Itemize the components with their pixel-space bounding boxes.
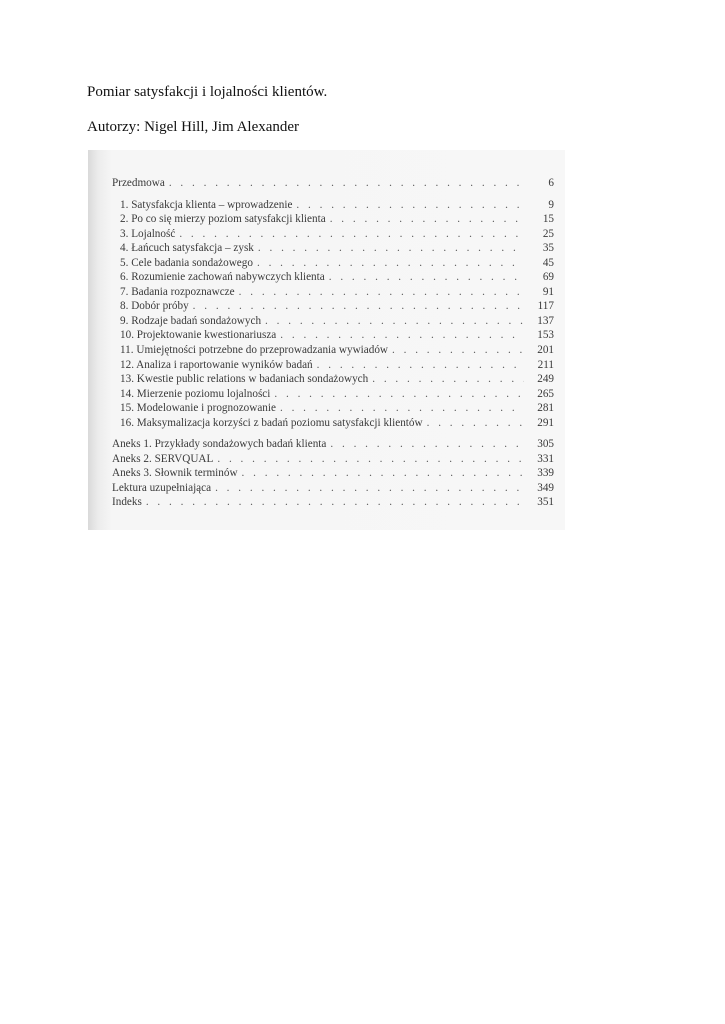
toc-entry xyxy=(112,299,554,314)
toc-chapter-number: 3. xyxy=(120,227,129,240)
toc-page: 25 xyxy=(542,227,554,240)
toc-chapter-title: Cele badania sondażowego xyxy=(131,256,253,269)
toc-page: 249 xyxy=(537,373,554,386)
toc-label xyxy=(112,241,254,256)
toc-leader-dots xyxy=(317,358,524,373)
toc-entry xyxy=(112,416,554,431)
toc-page: 6 xyxy=(548,177,554,189)
toc-entry xyxy=(112,481,554,496)
toc-label xyxy=(112,416,423,431)
scanned-toc-image xyxy=(88,150,565,530)
toc-chapter-number: 1. xyxy=(120,198,129,211)
toc-page: 153 xyxy=(537,329,554,342)
toc-label xyxy=(112,401,276,416)
toc-entry xyxy=(112,343,554,358)
toc-page: 137 xyxy=(537,314,554,327)
toc-chapter-number: 8. xyxy=(120,300,129,313)
toc-page: 265 xyxy=(537,387,554,400)
toc-entry xyxy=(112,387,554,402)
toc-page: 291 xyxy=(537,416,554,429)
toc-leader-dots xyxy=(329,270,524,285)
toc-label xyxy=(112,328,276,343)
toc-leader-dots xyxy=(296,198,524,213)
toc-label: Indeks xyxy=(112,496,142,509)
toc-chapter-number: 11. xyxy=(120,344,134,357)
toc-label xyxy=(112,256,253,271)
toc-chapter-title: Maksymalizacja korzyści z badań poziomu satysfakcji klientów xyxy=(136,416,423,429)
toc-chapter-number: 16. xyxy=(120,416,134,429)
toc-leader-dots xyxy=(330,212,524,227)
toc-page: 117 xyxy=(537,300,554,313)
toc-page: 349 xyxy=(537,481,554,494)
toc-label xyxy=(112,358,313,373)
toc-chapter-title: Dobór próby xyxy=(131,300,189,313)
toc-chapter-title: Po co się mierzy poziom satysfakcji klienta xyxy=(131,213,326,226)
toc-leader-dots xyxy=(280,401,524,416)
toc-entry xyxy=(112,437,554,452)
toc-chapter-title: Łańcuch satysfakcja – zysk xyxy=(131,242,254,255)
toc-chapter-title: Rozumienie zachowań nabywczych klienta xyxy=(131,271,325,284)
toc-label xyxy=(112,299,189,314)
toc-leader-dots xyxy=(239,285,524,300)
toc-chapter-title: Satysfakcja klienta – wprowadzenie xyxy=(131,198,293,211)
toc-leader-dots xyxy=(392,343,524,358)
toc-leader-dots xyxy=(372,372,524,387)
toc-chapter-number: 9. xyxy=(120,314,129,327)
toc-chapter-title: Analiza i raportowanie wyników badań xyxy=(136,358,313,371)
toc-label xyxy=(112,212,326,227)
toc-page: 45 xyxy=(542,256,554,269)
toc-chapter-number: 15. xyxy=(120,402,134,415)
toc-leader-dots xyxy=(146,495,524,510)
toc-page: 35 xyxy=(542,242,554,255)
toc-chapter-number: 6. xyxy=(120,271,129,284)
toc-entry xyxy=(112,241,554,256)
toc-chapter-number: 7. xyxy=(120,285,129,298)
toc-entry xyxy=(112,358,554,373)
toc-chapter-number: 5. xyxy=(120,256,129,269)
toc-entry xyxy=(112,198,554,213)
toc-leader-dots xyxy=(265,314,524,329)
toc-chapter-title: Projektowanie kwestionariusza xyxy=(136,329,277,342)
toc-label: Aneks 3. Słownik terminów xyxy=(112,467,238,480)
toc-entry xyxy=(112,452,554,467)
toc-leader-dots xyxy=(179,227,524,242)
toc-label: Lektura uzupełniająca xyxy=(112,481,212,494)
document-title: Pomiar satysfakcji i lojalności klientów. xyxy=(87,84,328,100)
toc-page: 281 xyxy=(537,402,554,415)
toc-chapter-number: 12. xyxy=(120,358,134,371)
toc-page: 211 xyxy=(537,358,554,371)
toc-chapter-number: 14. xyxy=(120,387,134,400)
toc-chapter-title: Lojalność xyxy=(131,227,176,240)
toc-leader-dots xyxy=(217,452,524,467)
toc-label xyxy=(112,387,270,402)
toc-entry xyxy=(112,328,554,343)
toc-label xyxy=(112,314,261,329)
toc-chapter-title: Modelowanie i prognozowanie xyxy=(136,402,276,415)
toc-label: Aneks 1. Przykłady sondażowych badań klienta xyxy=(112,438,327,451)
toc-chapter-number: 10. xyxy=(120,329,134,342)
toc-preface xyxy=(112,176,554,191)
table-of-contents xyxy=(112,176,554,510)
toc-label: Aneks 2. SERVQUAL xyxy=(112,452,214,465)
toc-label xyxy=(112,198,292,213)
toc-page: 91 xyxy=(542,285,554,298)
toc-chapter-number: 2. xyxy=(120,213,129,226)
toc-page: 351 xyxy=(537,496,554,509)
document-authors: Autorzy: Nigel Hill, Jim Alexander xyxy=(87,119,300,135)
toc-entry xyxy=(112,285,554,300)
toc-leader-dots xyxy=(427,416,524,431)
toc-page: 69 xyxy=(542,271,554,284)
toc-chapter-number: 4. xyxy=(120,242,129,255)
toc-chapter-title: Badania rozpoznawcze xyxy=(131,285,235,298)
toc-entry xyxy=(112,466,554,481)
toc-chapter-title: Rodzaje badań sondażowych xyxy=(131,314,262,327)
toc-entry xyxy=(112,495,554,510)
toc-leader-dots xyxy=(330,437,524,452)
toc-leader-dots xyxy=(280,328,524,343)
toc-chapter-title: Umiejętności potrzebne do przeprowadzania wywiadów xyxy=(136,344,389,357)
toc-chapter-title: Mierzenie poziomu lojalności xyxy=(136,387,271,400)
toc-page: 15 xyxy=(542,213,554,226)
toc-leader-dots xyxy=(258,241,524,256)
toc-leader-dots xyxy=(193,299,524,314)
toc-leader-dots xyxy=(169,176,524,191)
toc-leader-dots xyxy=(242,466,524,481)
toc-label xyxy=(112,285,235,300)
toc-label xyxy=(112,372,368,387)
toc-page: 201 xyxy=(537,344,554,357)
toc-label xyxy=(112,270,325,285)
toc-page: 331 xyxy=(537,452,554,465)
toc-label: Przedmowa xyxy=(112,177,165,189)
toc-leader-dots xyxy=(215,481,524,496)
toc-label xyxy=(112,343,388,358)
toc-chapter-title: Kwestie public relations w badaniach sondażowych xyxy=(136,373,369,386)
toc-entry xyxy=(112,314,554,329)
toc-page: 9 xyxy=(548,198,554,211)
toc-entry xyxy=(112,227,554,242)
toc-leader-dots xyxy=(257,256,524,271)
toc-label xyxy=(112,227,175,242)
toc-entry xyxy=(112,270,554,285)
toc-chapter-number: 13. xyxy=(120,373,134,386)
toc-page: 305 xyxy=(537,438,554,451)
toc-entry xyxy=(112,401,554,416)
toc-entry xyxy=(112,212,554,227)
toc-leader-dots xyxy=(274,387,524,402)
toc-entry xyxy=(112,372,554,387)
toc-page: 339 xyxy=(537,467,554,480)
toc-entry xyxy=(112,256,554,271)
